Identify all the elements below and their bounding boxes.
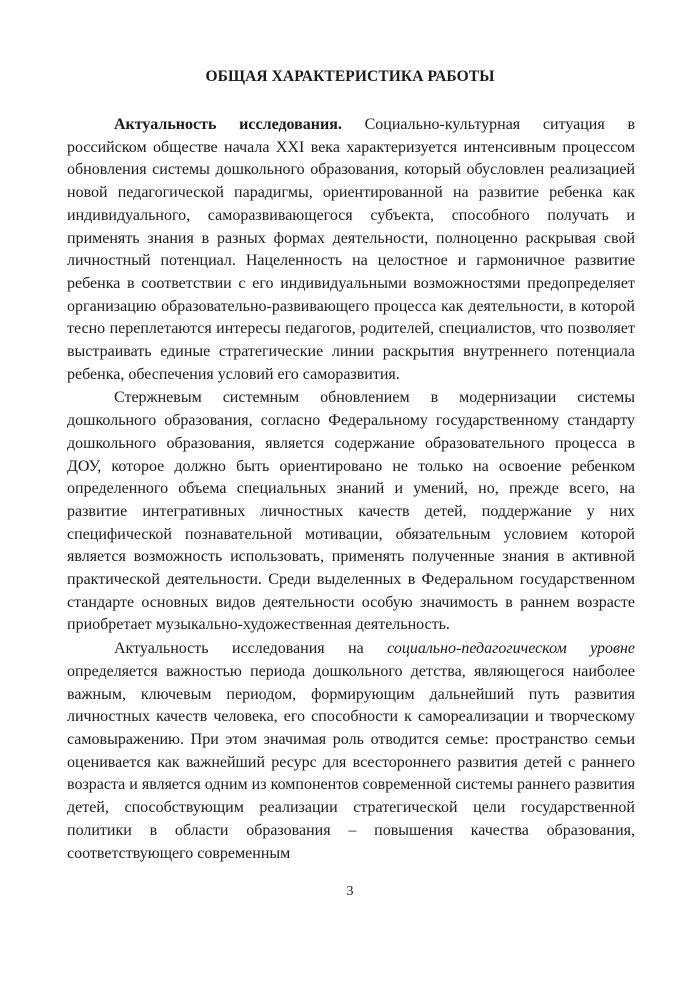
- paragraph-modernization: [67, 387, 635, 637]
- paragraph-lead-heading: Актуальность исследования.: [114, 116, 342, 133]
- paragraph-text-start: Актуальность исследования на: [114, 640, 388, 658]
- document-body: [67, 114, 635, 865]
- paragraph-text-end: определяется важностью периода дошкольного детства, являющегося наиболее важным, ключевым периодом, формирующим дальнейший путь развития личностных качеств человека, его способности к самореализации и творческому самовыражению. При этом значимая роль отводится семье: пространство семьи оценивается как важнейший ресурс для всестороннего развития детей с раннего возраста и является одним из компонентов современной системы раннего развития детей, способствующим реализации стратегической цели государственной политики в области образования – повышения качества образования, соответствующего современным: [67, 662, 635, 862]
- paragraph-social-pedagogical: [67, 638, 635, 865]
- document-title: ОБЩАЯ ХАРАКТЕРИСТИКА РАБОТЫ: [205, 68, 495, 85]
- paragraph-emphasis: социально-педагогическом уровне: [387, 640, 636, 658]
- paragraph-relevance: [67, 114, 635, 386]
- paragraph-text: Стержневым системным обновлением в модернизации системы дошкольного образования, согласно Федеральному государственному стандарту дошкольного образования, является содержание образовательного процесса в ДОУ, которое должно быть ориентировано не только на освоение ребенком определенного объема специальных знаний и умений, но, прежде всего, на развитие интегративных личностных качеств детей, поддержание у них специфической познавательной мотивации, обязательным условием которой является возможность использовать, применять полученные знания в активной практической деятельности. Среди выделенных в Федеральном государственном стандарте основных видов деятельности особую значимость в раннем возрасте приобретает музыкально-художественная деятельность.: [67, 389, 635, 634]
- paragraph-text: Социально-культурная ситуация в российском обществе начала XXI века характеризуется интенсивным процессом обновления системы дошкольного образования, который обусловлен реализацией новой педагогической парадигмы, ориентированной на развитие ребенка как индивидуального, саморазвивающегося субъекта, способного получать и применять знания в разных формах деятельности, полноценно раскрывая свой личностный потенциал. Нацеленность на целостное и гармоничное развитие ребенка в соответствии с его индивидуальными возможностями предопределяет организацию образовательно-развивающего процесса как деятельности, в которой тесно переплетаются интересы педагогов, родителей, специалистов, что позволяет выстраивать единые стратегические линии раскрытия внутреннего потенциала ребенка, обеспечения условий его саморазвития.: [67, 116, 635, 383]
- page-number: 3: [346, 884, 354, 899]
